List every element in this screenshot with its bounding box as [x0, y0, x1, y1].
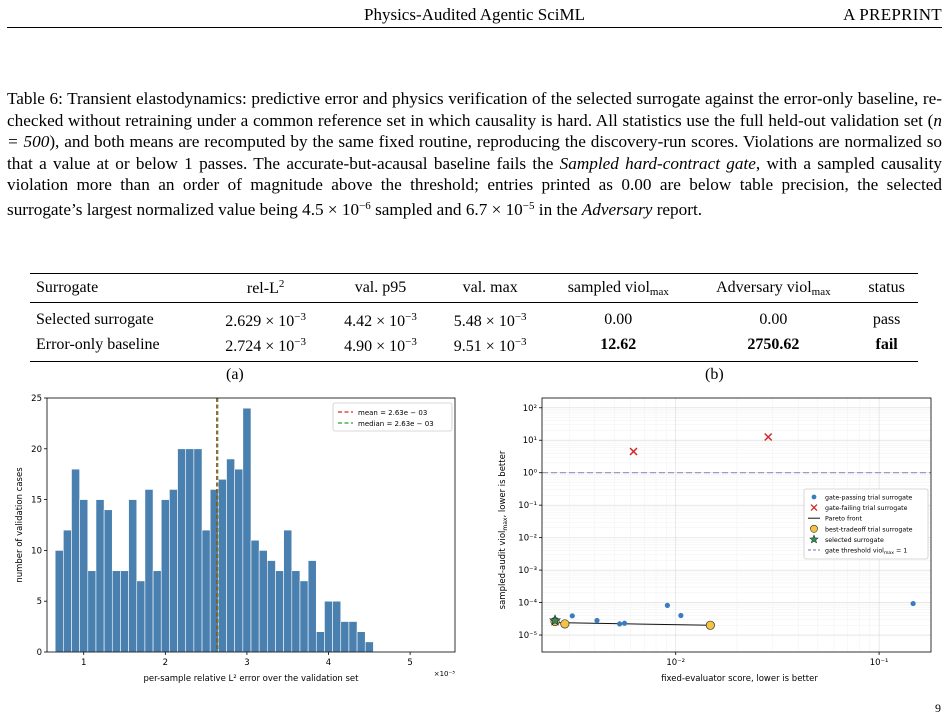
- row-max-exp: −3: [514, 336, 527, 348]
- row-name: Selected surrogate: [36, 311, 154, 328]
- col-sampled-text: sampled viol: [567, 278, 650, 296]
- best-tradeoff-point: [706, 621, 714, 629]
- x-tick-label-b: 10⁻²: [666, 658, 686, 668]
- col-rel-l2-text: rel-L: [246, 280, 279, 297]
- histogram-bar: [316, 632, 324, 652]
- histogram-bar: [324, 601, 332, 652]
- x-tick-label-a: 2: [162, 658, 169, 668]
- legend-b-label: [825, 516, 863, 523]
- histogram-bar: [259, 550, 267, 652]
- legend-b-label-text: Pareto front: [825, 515, 863, 523]
- x-tick-label-b: 10⁻¹: [869, 658, 889, 668]
- row-sampled: 12.62: [545, 332, 691, 362]
- col-rel-l2-sup: 2: [278, 278, 285, 290]
- histogram-bar: [357, 632, 365, 652]
- col-adversary-sub: max: [811, 285, 831, 298]
- y-tick-label-b: 10⁻⁵: [518, 631, 537, 642]
- row-status: pass: [872, 311, 901, 328]
- histogram-bar: [243, 408, 251, 652]
- histogram-bar: [161, 500, 169, 652]
- col-p95: val. p95: [326, 274, 436, 303]
- gate-failing-point: [630, 448, 637, 455]
- histogram-bar: [153, 571, 161, 652]
- y-tick-label-b: 10⁻⁴: [518, 598, 537, 609]
- caption-val1: 4.5 × 10: [302, 199, 360, 219]
- gate-passing-point: [617, 621, 622, 626]
- histogram-bar: [267, 561, 275, 652]
- histogram-bar: [308, 561, 316, 652]
- caption-zero: 0.00: [621, 175, 652, 194]
- histogram-bar: [292, 571, 300, 652]
- histogram-bar: [349, 622, 357, 652]
- row-p95-exp: −3: [405, 311, 417, 323]
- row-adversary: 0.00: [759, 311, 788, 328]
- pareto-front-line: [558, 623, 710, 626]
- caption-val2: 6.7 × 10: [465, 199, 523, 219]
- caption-gate: Sampled hard-contract gate: [559, 153, 756, 173]
- y-tick-label-b: 10¹: [522, 436, 537, 447]
- x-multiplier-a: ×10⁻³: [433, 670, 455, 678]
- y-tick-label-a: 15: [31, 495, 42, 506]
- row-max-exp: −3: [514, 311, 527, 323]
- caption-val1-exp: −6: [359, 199, 371, 212]
- caption-mid3: are below table precision, the selected surrogate’s largest normalized value being: [7, 175, 942, 219]
- histogram-bar: [186, 449, 194, 652]
- col-status: status: [855, 274, 918, 303]
- caption-mid4: sampled and: [370, 199, 466, 219]
- histogram-bar: [169, 489, 177, 652]
- row-p95-exp: −3: [405, 336, 417, 348]
- histogram-bar: [202, 530, 210, 652]
- histogram-bar: [194, 449, 202, 652]
- legend-b-swatch: [810, 525, 817, 532]
- legend-b-label-text: gate-failing trial surrogate: [825, 505, 908, 513]
- histogram-bar: [145, 489, 153, 652]
- x-tick-label-a: 4: [325, 658, 332, 668]
- legend-b-label: [825, 505, 908, 512]
- histogram-bar: [284, 530, 292, 652]
- caption-adversary: Adversary: [581, 199, 653, 219]
- y-axis-label-a: number of validation cases: [15, 467, 25, 583]
- histogram-bar: [333, 601, 341, 652]
- legend-b-label: [825, 526, 913, 533]
- preprint-label: A PREPRINT: [843, 5, 942, 24]
- col-sampled-sub: max: [649, 285, 669, 298]
- y-axis-label-b-main: sampled-audit viol: [498, 530, 508, 610]
- legend-b-swatch: [812, 495, 817, 500]
- histogram-bar: [55, 550, 63, 652]
- legend-b-label-text: selected surrogate: [825, 536, 884, 544]
- row-max-mant: 9.51 × 10: [453, 338, 515, 355]
- histogram-bar: [137, 581, 145, 652]
- histogram-bar: [71, 469, 79, 652]
- x-axis-label-b: fixed-evaluator score, lower is better: [661, 674, 818, 684]
- y-tick-label-a: 20: [31, 444, 42, 455]
- histogram-bar: [63, 530, 71, 652]
- y-tick-label-a: 5: [36, 597, 42, 608]
- x-axis-label-a: per-sample relative L² error over the validation set: [143, 674, 359, 684]
- legend-b-label: [825, 495, 912, 502]
- row-max-mant: 5.48 × 10: [453, 313, 515, 330]
- gate-passing-point: [594, 618, 599, 623]
- gate-passing-point: [622, 621, 627, 626]
- gate-passing-point: [665, 603, 670, 608]
- y-tick-label-b: 10²: [522, 403, 537, 414]
- x-tick-label-a: 3: [244, 658, 250, 668]
- legend-b-label-sub: max: [883, 551, 894, 556]
- row-status: fail: [855, 332, 918, 362]
- row-adversary: 2750.62: [692, 332, 856, 362]
- y-tick-label-a: 10: [31, 546, 42, 557]
- col-max: val. max: [435, 274, 545, 303]
- y-tick-label-b: 10⁻¹: [518, 501, 537, 512]
- y-axis-label-b: [498, 450, 509, 609]
- x-tick-label-a: 5: [407, 658, 413, 668]
- histogram-bar: [341, 622, 349, 652]
- row-name: Error-only baseline: [30, 332, 206, 362]
- y-tick-label-a: 0: [36, 648, 42, 658]
- caption-val2-exp: −5: [522, 199, 535, 212]
- col-surrogate: Surrogate: [30, 274, 206, 303]
- row-p95-mant: 4.90 × 10: [344, 338, 406, 355]
- histogram-bar: [300, 581, 308, 652]
- row-rel-exp: −3: [294, 311, 306, 323]
- histogram-bar: [104, 510, 112, 652]
- legend-b-label-tail: = 1: [893, 547, 908, 555]
- caption-mid2: , with a sampled causality violation more than an order of magnitude above the threshold; entries printed as: [7, 153, 942, 194]
- gate-passing-point: [570, 613, 575, 618]
- y-tick-label-b: 10⁰: [522, 468, 537, 479]
- gate-passing-point: [911, 601, 916, 606]
- row-rel-exp: −3: [294, 336, 306, 348]
- histogram-bar: [235, 469, 243, 652]
- caption-lead: Table 6: Transient elastodynamics: predictive error and physics verification of the selected surrogate against the error-only baseline, re-checked without retraining under a common reference set in which causality is hard. All statistics use the full held-out validation set (: [7, 89, 942, 130]
- legend-b-label: [825, 537, 884, 544]
- panel-label-b: (b): [705, 366, 724, 383]
- histogram-bar: [112, 571, 120, 652]
- histogram-bar: [120, 571, 128, 652]
- histogram-bar: [88, 571, 96, 652]
- best-tradeoff-point: [561, 620, 569, 628]
- y-tick-label-b: 10⁻³: [518, 566, 537, 577]
- x-tick-label-a: 1: [81, 658, 87, 668]
- legend-a-label: mean = 2.63e − 03: [358, 409, 428, 417]
- panel-label-a: (a): [226, 366, 244, 383]
- histogram-bar: [251, 540, 259, 652]
- caption-n: n = 500: [7, 110, 942, 151]
- caption-mid1: ), and both means are recomputed by the same fixed routine, reproducing the discovery-run scores. Violations are normalized so that a value at or below 1 passes. The accurate-but-acausal baseline fails the: [7, 132, 942, 173]
- histogram-bar: [218, 479, 226, 652]
- legend-a-label: median = 2.63e − 03: [358, 420, 434, 428]
- row-sampled: 0.00: [604, 311, 633, 328]
- histogram-bar: [227, 459, 235, 652]
- y-tick-label-a: 25: [31, 394, 42, 404]
- legend-b-label-text: best-tradeoff trial surrogate: [825, 526, 913, 534]
- legend-b-label-text: gate threshold viol: [825, 547, 884, 555]
- y-tick-label-b: 10⁻²: [518, 533, 537, 544]
- page-number: 9: [935, 701, 941, 715]
- col-adversary-text: Adversary viol: [716, 278, 812, 296]
- histogram-bar: [178, 449, 186, 652]
- running-title: Physics-Audited Agentic SciML: [364, 5, 585, 24]
- gate-passing-point: [678, 613, 683, 618]
- histogram-bar: [275, 571, 283, 652]
- legend-b-label-text: gate-passing trial surrogate: [825, 494, 913, 502]
- y-axis-label-b-tail: , lower is better: [498, 450, 508, 518]
- histogram-bar: [129, 500, 137, 652]
- histogram-bar: [365, 642, 373, 652]
- caption-tail: report.: [652, 199, 703, 219]
- y-axis-label-b-sub: max: [502, 517, 509, 531]
- row-rel-mant: 2.629 × 10: [225, 313, 295, 330]
- caption-mid5: in the: [534, 199, 582, 219]
- histogram-bar: [80, 500, 88, 652]
- row-p95-mant: 4.42 × 10: [344, 313, 406, 330]
- row-rel-mant: 2.724 × 10: [225, 338, 295, 355]
- histogram-bar: [96, 500, 104, 652]
- gate-failing-point: [765, 433, 772, 440]
